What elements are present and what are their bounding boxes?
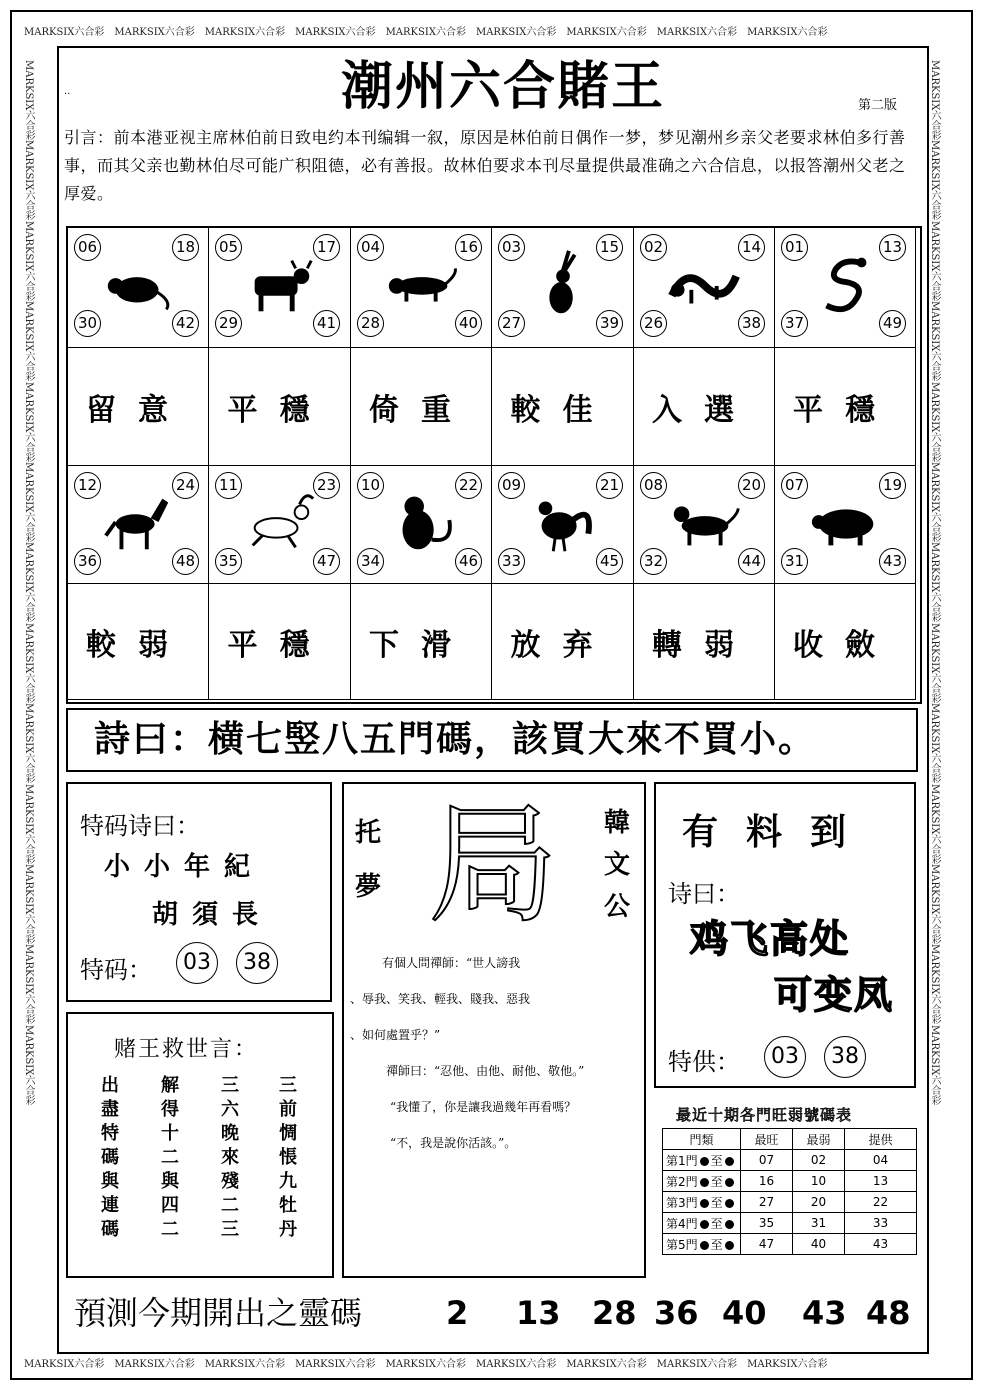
watermark-text: MARKSIX六合彩 — [656, 1359, 738, 1370]
table-header: 最旺 — [741, 1129, 793, 1150]
ox-icon — [241, 246, 319, 322]
tiger-icon — [383, 246, 461, 322]
fortune-word: 平穩 — [793, 392, 897, 428]
watermark-text: MARKSIX六合彩 — [23, 783, 34, 864]
prediction-number: 13 — [516, 1294, 561, 1332]
right-box-title: 有料到 — [682, 812, 875, 853]
watermark-text: MARKSIX六合彩 — [929, 301, 940, 382]
story-line-1: 有個人問禪師：“世人謗我 — [382, 956, 521, 970]
ball-icon — [725, 1157, 734, 1166]
zodiac-number: 19 — [879, 472, 906, 499]
dog-icon — [666, 484, 744, 560]
center-story-box — [342, 782, 646, 1278]
watermark-top — [24, 24, 954, 42]
door-name: 第2門 — [666, 1174, 698, 1189]
prediction-number: 36 — [654, 1294, 699, 1332]
fortune-word: 下滑 — [369, 627, 473, 663]
intro-text: 引言：前本港亚视主席林伯前日致电约本刊编辑一叙，原因是林伯前日偶作一梦，梦见潮州乡亲父老要求林伯多行善事，而其父亲也勤林伯尽可能广积阻德，必有善报。故林伯要求本刊尽量提供最准确之六合信息，以报答潮州父老之厚爱。 — [64, 128, 906, 203]
table-header: 提供 — [845, 1129, 917, 1150]
fortune-cell — [775, 584, 916, 700]
story-line-4: 禪師曰：“忍他、由他、耐他、敬他。” — [386, 1064, 585, 1078]
goat-icon — [241, 484, 319, 560]
watermark-text: MARKSIX六合彩 — [114, 27, 195, 38]
watermark-text: MARKSIX六合彩 — [23, 542, 34, 623]
watermark-text: MARKSIX六合彩 — [566, 27, 647, 38]
door-name: 第4門 — [666, 1216, 698, 1231]
ball-icon — [725, 1241, 734, 1250]
zodiac-number: 11 — [215, 472, 242, 499]
prediction-row — [74, 1290, 362, 1336]
story-line-6: “不，我是說你活該。”。 — [390, 1136, 517, 1150]
poem-bar: 詩曰：横七竪八五門碼，該買大來不買小。 — [66, 708, 918, 772]
right-vertical-text: 韓文公 — [603, 808, 630, 922]
watermark-left — [23, 60, 46, 1350]
fortune-word: 收斂 — [793, 627, 897, 663]
hot-number: 07 — [741, 1150, 793, 1171]
zodiac-cell — [634, 228, 775, 348]
watermark-text: MARKSIX六合彩 — [295, 27, 376, 38]
table-row — [663, 1150, 917, 1171]
watermark-text: MARKSIX六合彩 — [114, 1359, 195, 1370]
zodiac-cell — [209, 228, 351, 348]
zodiac-number: 24 — [172, 472, 199, 499]
zodiac-number: 09 — [498, 472, 525, 499]
zodiac-number: 18 — [172, 234, 199, 261]
watermark-text: MARKSIX六合彩 — [929, 140, 940, 221]
zodiac-cell — [68, 466, 209, 584]
zodiac-number: 42 — [172, 310, 199, 337]
hot-number: 47 — [741, 1234, 793, 1255]
offer-number: 04 — [845, 1150, 917, 1171]
right-box-line1: 鸡飞高处 — [690, 916, 851, 961]
zodiac-grid — [66, 226, 922, 704]
zodiac-number: 03 — [498, 234, 525, 261]
watermark-text: MARKSIX六合彩 — [23, 1024, 34, 1106]
snake-icon — [807, 246, 885, 322]
zodiac-number: 02 — [640, 234, 667, 261]
offer-number: 43 — [845, 1234, 917, 1255]
ball-icon — [725, 1178, 734, 1187]
offer-number: 33 — [845, 1213, 917, 1234]
zodiac-cell — [351, 466, 492, 584]
right-box-label: 诗曰： — [668, 880, 740, 908]
watermark-text: MARKSIX六合彩 — [295, 1359, 376, 1370]
zodiac-number: 08 — [640, 472, 667, 499]
fortune-word: 平穩 — [227, 627, 332, 663]
zodiac-cell — [68, 228, 209, 348]
watermark-text: MARKSIX六合彩 — [23, 220, 34, 302]
zodiac-number: 21 — [596, 472, 623, 499]
zodiac-cell — [775, 228, 916, 348]
zodiac-cell — [775, 466, 916, 584]
zodiac-number: 34 — [357, 548, 384, 575]
right-code-2: 38 — [824, 1036, 866, 1078]
zodiac-number: 40 — [455, 310, 482, 337]
watermark-text: MARKSIX六合彩 — [747, 1359, 828, 1370]
saviour-column-4: 三前惆悵九牡丹 — [279, 1075, 297, 1240]
watermark-text: MARKSIX六合彩 — [204, 1359, 286, 1370]
zodiac-number: 37 — [781, 310, 808, 337]
watermark-text: MARKSIX六合彩 — [929, 381, 940, 462]
watermark-text: MARKSIX六合彩 — [23, 60, 34, 141]
watermark-text: MARKSIX六合彩 — [23, 622, 34, 704]
fortune-cell — [492, 348, 634, 466]
fortune-cell — [775, 348, 916, 466]
special-poem-line1: 小小年紀 — [104, 852, 265, 882]
zodiac-number: 33 — [498, 548, 525, 575]
ball-icon — [700, 1220, 709, 1229]
table-row — [663, 1192, 917, 1213]
zodiac-number: 16 — [455, 234, 482, 261]
fortune-cell — [634, 584, 775, 700]
ball-icon — [700, 1199, 709, 1208]
zodiac-number: 01 — [781, 234, 808, 261]
right-box-line2: 可变凤 — [774, 972, 895, 1017]
saviour-column-3: 三六晚來殘二三 — [221, 1075, 239, 1240]
prediction-number: 2 — [446, 1294, 469, 1332]
watermark-text: MARKSIX六合彩 — [23, 461, 34, 543]
table-row — [663, 1234, 917, 1255]
story-line-5: “我懂了，你是讓我過幾年再看嗎？ — [390, 1100, 577, 1114]
ball-icon — [725, 1220, 734, 1229]
range-text: 至 — [710, 1153, 723, 1168]
fortune-word: 轉弱 — [652, 627, 756, 663]
zodiac-number: 10 — [357, 472, 384, 499]
special-poem-line2: 胡須長 — [152, 900, 273, 930]
zodiac-number: 07 — [781, 472, 808, 499]
big-character: 局 — [428, 789, 559, 941]
table-header: 門類 — [663, 1129, 741, 1150]
zodiac-number: 15 — [596, 234, 623, 261]
hot-number: 35 — [741, 1213, 793, 1234]
watermark-text: MARKSIX六合彩 — [929, 863, 940, 945]
watermark-bottom — [24, 1356, 954, 1374]
cold-number: 10 — [793, 1171, 845, 1192]
watermark-text: MARKSIX六合彩 — [929, 783, 940, 864]
watermark-text: MARKSIX六合彩 — [385, 1359, 466, 1370]
zodiac-number: 04 — [357, 234, 384, 261]
zodiac-number: 12 — [74, 472, 101, 499]
saviour-box — [66, 1012, 334, 1278]
zodiac-number: 05 — [215, 234, 242, 261]
range-text: 至 — [710, 1237, 723, 1252]
zodiac-number: 36 — [74, 548, 101, 575]
fortune-cell — [351, 584, 492, 700]
watermark-text: MARKSIX六合彩 — [929, 622, 940, 704]
door-name: 第5門 — [666, 1237, 698, 1252]
zodiac-cell — [492, 466, 634, 584]
saviour-column-1: 出盡特碼與連碼 — [101, 1075, 119, 1240]
table-header: 最弱 — [793, 1129, 845, 1150]
range-text: 至 — [710, 1174, 723, 1189]
zodiac-number: 35 — [215, 548, 242, 575]
watermark-text: MARKSIX六合彩 — [929, 542, 940, 623]
zodiac-cell — [634, 466, 775, 584]
fortune-word: 較弱 — [86, 627, 190, 663]
edition-label: 第二版 — [858, 98, 898, 113]
watermark-text: MARKSIX六合彩 — [385, 27, 466, 38]
zodiac-number: 17 — [313, 234, 340, 261]
zodiac-number: 41 — [313, 310, 340, 337]
watermark-text: MARKSIX六合彩 — [23, 863, 34, 945]
prediction-number: 43 — [802, 1294, 847, 1332]
zodiac-number: 44 — [738, 548, 765, 575]
special-code-1: 03 — [176, 942, 218, 984]
zodiac-number: 27 — [498, 310, 525, 337]
prediction-label: 預測今期開出之靈碼 — [74, 1294, 363, 1332]
ball-icon — [725, 1199, 734, 1208]
zodiac-number: 28 — [357, 310, 384, 337]
watermark-text: MARKSIX六合彩 — [929, 461, 940, 543]
zodiac-number: 43 — [879, 548, 906, 575]
watermark-text: MARKSIX六合彩 — [24, 1359, 105, 1370]
cold-number: 31 — [793, 1213, 845, 1234]
right-tip-box — [654, 782, 916, 1088]
fortune-cell — [209, 584, 351, 700]
watermark-text: MARKSIX六合彩 — [23, 301, 34, 382]
fortune-word: 倚重 — [369, 392, 473, 428]
door-name: 第3門 — [666, 1195, 698, 1210]
prediction-number: 48 — [866, 1294, 911, 1332]
watermark-text: MARKSIX六合彩 — [656, 27, 738, 38]
zodiac-number: 30 — [74, 310, 101, 337]
table-row — [663, 1171, 917, 1192]
story-line-3: 、如何處置乎？” — [350, 1028, 441, 1042]
hot-number: 16 — [741, 1171, 793, 1192]
fortune-cell — [209, 348, 351, 466]
special-code-label: 特码： — [80, 956, 152, 984]
hot-number: 27 — [741, 1192, 793, 1213]
ball-icon — [700, 1157, 709, 1166]
special-poem-box — [66, 782, 332, 1002]
pig-icon — [807, 484, 885, 560]
offer-number: 22 — [845, 1192, 917, 1213]
watermark-text: MARKSIX六合彩 — [929, 1024, 940, 1106]
zodiac-number: 47 — [313, 548, 340, 575]
zodiac-number: 38 — [738, 310, 765, 337]
zodiac-number: 49 — [879, 310, 906, 337]
watermark-text: MARKSIX六合彩 — [23, 703, 34, 784]
cold-number: 02 — [793, 1150, 845, 1171]
zodiac-number: 32 — [640, 548, 667, 575]
fortune-word: 入選 — [652, 392, 756, 428]
special-poem-label: 特码诗曰： — [80, 812, 200, 840]
zodiac-number: 29 — [215, 310, 242, 337]
zodiac-number: 48 — [172, 548, 199, 575]
zodiac-cell — [209, 466, 351, 584]
prediction-number: 28 — [592, 1294, 637, 1332]
watermark-text: MARKSIX六合彩 — [566, 1359, 647, 1370]
watermark-text: MARKSIX六合彩 — [23, 944, 34, 1025]
watermark-text: MARKSIX六合彩 — [204, 27, 286, 38]
story-line-2: 、辱我、笑我、輕我、賤我、惡我 — [350, 992, 531, 1006]
saviour-column-2: 解得十二與四二 — [161, 1075, 179, 1240]
fortune-word: 平穩 — [227, 392, 332, 428]
zodiac-number: 13 — [879, 234, 906, 261]
prediction-number: 40 — [722, 1294, 767, 1332]
zodiac-number: 22 — [455, 472, 482, 499]
zodiac-number: 26 — [640, 310, 667, 337]
horse-icon — [100, 484, 178, 560]
watermark-text: MARKSIX六合彩 — [929, 220, 940, 302]
zodiac-number: 46 — [455, 548, 482, 575]
zodiac-cell — [492, 228, 634, 348]
table-row — [663, 1213, 917, 1234]
dragon-icon — [666, 246, 744, 322]
fortune-word: 較佳 — [510, 392, 615, 428]
zodiac-number: 14 — [738, 234, 765, 261]
watermark-text: MARKSIX六合彩 — [929, 60, 940, 141]
zodiac-number: 06 — [74, 234, 101, 261]
zodiac-number: 20 — [738, 472, 765, 499]
fortune-word: 留意 — [86, 392, 190, 428]
watermark-text: MARKSIX六合彩 — [24, 27, 105, 38]
saviour-title: 赌王救世言： — [114, 1037, 259, 1062]
cold-number: 40 — [793, 1234, 845, 1255]
watermark-text: MARKSIX六合彩 — [23, 381, 34, 462]
fortune-word: 放弃 — [510, 627, 615, 663]
corner-dots: .. — [64, 86, 71, 97]
watermark-text: MARKSIX六合彩 — [23, 140, 34, 221]
rabbit-icon — [524, 246, 602, 322]
monkey-icon — [383, 484, 461, 560]
left-vertical-text: 托夢 — [354, 818, 381, 902]
range-text: 至 — [710, 1216, 723, 1231]
right-code-label: 特供： — [668, 1048, 740, 1076]
watermark-text: MARKSIX六合彩 — [929, 703, 940, 784]
fortune-cell — [68, 348, 209, 466]
zodiac-cell — [351, 228, 492, 348]
watermark-text: MARKSIX六合彩 — [475, 27, 557, 38]
watermark-right — [929, 60, 952, 1350]
door-name: 第1門 — [666, 1153, 698, 1168]
cold-number: 20 — [793, 1192, 845, 1213]
hot-cold-table — [662, 1128, 917, 1255]
watermark-text: MARKSIX六合彩 — [747, 27, 828, 38]
zodiac-number: 39 — [596, 310, 623, 337]
zodiac-number: 31 — [781, 548, 808, 575]
watermark-text: MARKSIX六合彩 — [475, 1359, 557, 1370]
watermark-text: MARKSIX六合彩 — [929, 944, 940, 1025]
fortune-cell — [68, 584, 209, 700]
right-code-1: 03 — [764, 1036, 806, 1078]
ball-icon — [700, 1178, 709, 1187]
page-title: 潮州六合賭王 — [340, 56, 665, 117]
rat-icon — [100, 246, 178, 322]
table-title: 最近十期各門旺弱號碼表 — [676, 1106, 853, 1124]
rooster-icon — [524, 484, 602, 560]
fortune-cell — [492, 584, 634, 700]
range-text: 至 — [710, 1195, 723, 1210]
ball-icon — [700, 1241, 709, 1250]
fortune-cell — [634, 348, 775, 466]
zodiac-number: 45 — [596, 548, 623, 575]
zodiac-number: 23 — [313, 472, 340, 499]
fortune-cell — [351, 348, 492, 466]
special-code-2: 38 — [236, 942, 278, 984]
offer-number: 13 — [845, 1171, 917, 1192]
